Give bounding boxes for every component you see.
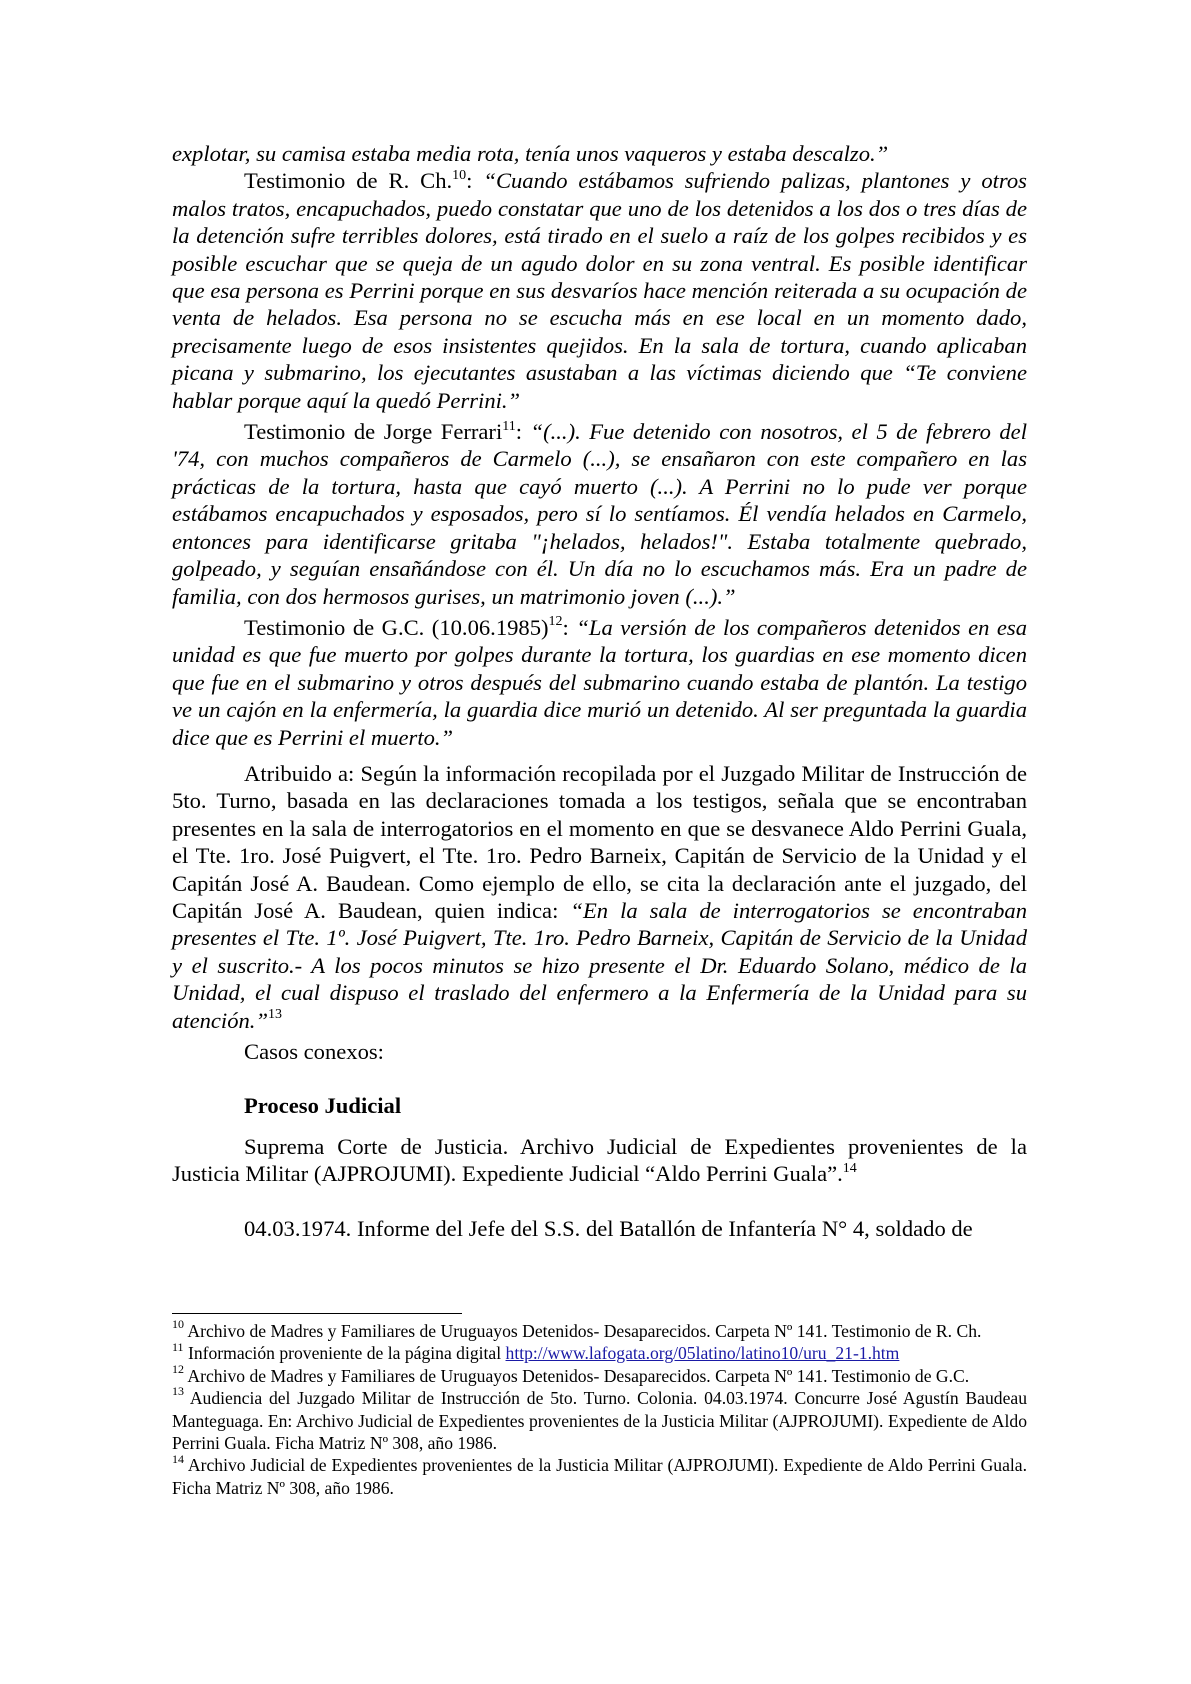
footnote-ref[interactable]: 13: [268, 1007, 283, 1023]
footnote-number: 13: [172, 1384, 184, 1399]
quote-text: “En la sala de interrogatorios se encontraban presentes el Tte. 1º. José Puigvert, Tte. 1ro. Pedro Barneix, Capitán de Servicio de la Unidad y el suscrito.- A los pocos minutos se hizo presente el Dr. Eduardo Solano, médico de la Unidad, el cual dispuso el traslado del enfermero a la Enfermería de la Unidad para su atención.”: [172, 897, 1027, 1033]
footnote-11: [172, 1339, 1027, 1364]
testimony-lead: Testimonio de Jorge Ferrari: [244, 419, 503, 445]
attribution-paragraph: [172, 760, 1027, 1034]
colon: :: [466, 168, 484, 194]
quote-text: “(...). Fue detenido con nosotros, el 5 de febrero del '74, con muchos compañeros de Carmelo (...), se ensañaron con este compañero en las prácticas de la tortura, hasta que cayó muerto (...). A Perrini no lo pude ver porque estábamos encapuchados y esposados, pero sí lo sentíamos. Él vendía helados en Carmelo, entonces para identificarse gritaba "¡helados, helados!". Estaba totalmente quebrado, golpeado, y seguían ensañándose con él. Un día no lo escuchamos más. Era un padre de familia, con dos hermosos gurises, un matrimonio joven (...).”: [172, 419, 1027, 609]
quote-text: “La versión de los compañeros detenidos en esa unidad es que fue muerto por golpes durante la tortura, los guardias en ese momento dicen que fue en el submarino y otros después del submarino cuando estaba de plantón. La testigo ve un cajón en la enfermería, la guardia dice murió un detenido. Al ser preguntada la guardia dice que es Perrini el muerto.”: [172, 614, 1027, 750]
testimony-gc: [172, 614, 1027, 751]
court-text: Suprema Corte de Justicia. Archivo Judicial de Expedientes provenientes de la Justicia Militar (AJPROJUMI). Expediente Judicial “Aldo Perrini Guala”.: [172, 1133, 1027, 1187]
footnote-ref[interactable]: 12: [548, 614, 563, 630]
footnote-text: Información proveniente de la página digital: [183, 1343, 506, 1364]
attribution-text: Atribuido a: Según la información recopilada por el Juzgado Militar de Instrucción de 5to. Turno, basada en las declaraciones tomada a los testigos, señala que se encontraban presentes en la sala de interrogatorios en el momento en que se desvanece Aldo Perrini Guala, el Tte. 1ro. José Puigvert, el Tte. 1ro. Pedro Barneix, Capitán de Servicio de la Unidad y el Capitán José A. Baudean. Como ejemplo de ello, se cita la declaración ante el juzgado, del Capitán José A. Baudean, quien indica:: [172, 760, 1027, 923]
testimony-rch: [172, 167, 1027, 414]
quote-text: explotar, su camisa estaba media rota, tenía unos vaqueros y estaba descalzo.”: [172, 141, 889, 166]
footnote-number: 14: [172, 1451, 184, 1466]
report-paragraph: 04.03.1974. Informe del Jefe del S.S. del Batallón de Infantería N° 4, soldado de: [244, 1215, 973, 1241]
footnote-ref[interactable]: 11: [502, 418, 516, 434]
footnote-text: Archivo de Madres y Familiares de Uruguayos Detenidos- Desaparecidos. Carpeta Nº 141. Testimonio de G.C.: [184, 1365, 970, 1386]
section-heading: Proceso Judicial: [244, 1093, 402, 1119]
footnote-12: [172, 1361, 1027, 1387]
footnote-text: Audiencia del Juzgado Militar de Instrucción de 5to. Turno. Colonia. 04.03.1974. Concurre José Agustín Baudeau Manteguaga. En: Archivo Judicial de Expedientes provenientes de la Justicia Militar (AJPROJUMI). Expediente de Aldo Perrini Guala. Ficha Matriz Nº 308, año 1986.: [172, 1388, 1027, 1454]
testimony-lead: Testimonio de R. Ch.: [244, 168, 453, 194]
footnote-10: [172, 1317, 1027, 1342]
document-body: [172, 140, 1027, 1242]
footnote-separator: [172, 1313, 462, 1314]
related-cases-label: Casos conexos:: [244, 1039, 384, 1064]
footnote-number: 10: [172, 1317, 184, 1332]
colon: :: [562, 614, 577, 640]
footnote-number: 11: [172, 1339, 184, 1354]
footnote-text: Archivo de Madres y Familiares de Uruguayos Detenidos- Desaparecidos. Carpeta Nº 141. Testimonio de R. Ch.: [184, 1321, 982, 1341]
quote-text: “Cuando estábamos sufriendo palizas, plantones y otros malos tratos, encapuchados, puedo constatar que uno de los detenidos a los dos o tres días de la detención sufre terribles dolores, está tirado en el suelo a raíz de los golpes recibidos y es posible escuchar que se queja de un agudo dolor en su zona ventral. Es posible identificar que esa persona es Perrini porque en sus desvaríos hace mención reiterada a su ocupación de venta de helados. Esa persona no se escucha más en ese local en un momento dado, precisamente luego de esos insistentes quejidos. En la sala de tortura, cuando aplicaban picana y submarino, los ejecutantes asustaban a las víctimas diciendo que “Te conviene hablar porque aquí la quedó Perrini.”: [172, 168, 1027, 413]
paragraph-continuation: [172, 140, 1027, 167]
footnote-text: Archivo Judicial de Expedientes provenientes de la Justicia Militar (AJPROJUMI). Expediente de Aldo Perrini Guala. Ficha Matriz Nº 308, año 1986.: [172, 1455, 1027, 1498]
source-link[interactable]: http://www.lafogata.org/05latino/latino10/uru_21-1.htm: [505, 1343, 900, 1364]
footnote-13: [172, 1384, 1027, 1454]
footnote-ref[interactable]: 10: [452, 167, 467, 183]
footnote-number: 12: [172, 1361, 184, 1376]
court-paragraph: [172, 1133, 1027, 1188]
footnotes: [172, 1317, 1027, 1499]
footnote-ref[interactable]: 14: [842, 1160, 857, 1176]
footnote-14: [172, 1451, 1027, 1499]
testimony-ferrari: [172, 418, 1027, 610]
testimony-lead: Testimonio de G.C. (10.06.1985): [244, 614, 549, 640]
colon: :: [515, 419, 531, 445]
